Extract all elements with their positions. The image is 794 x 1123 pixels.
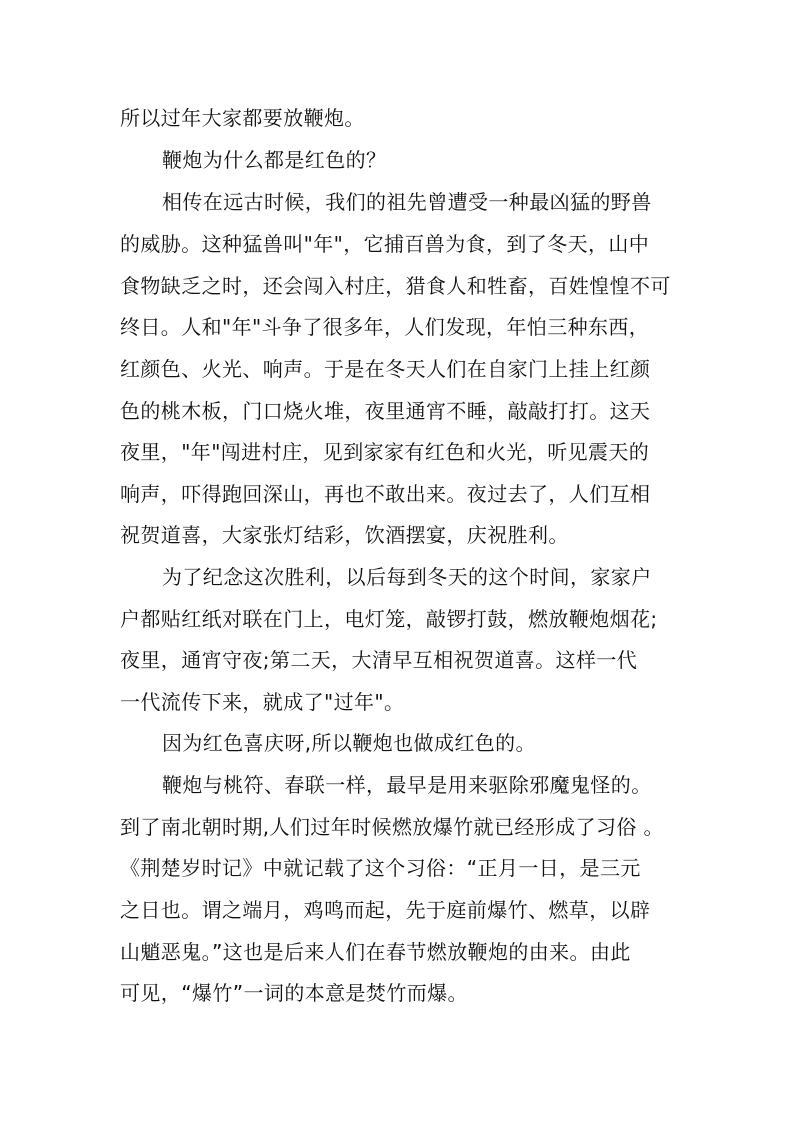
text-line-8: 色的桃木板，门口烧火堆，夜里通宵不睡，敲敲打打。这天 [120,399,651,423]
text-line-22: 可见，“爆竹”一词的本意是焚竹而爆。 [120,981,468,1005]
text-line-19: 《荆楚岁时记》中就记载了这个习俗：“正月一日，是三元 [120,856,641,880]
text-line-16: 因为红色喜庆呀,所以鞭炮也做成红色的。 [162,731,536,755]
text-line-18: 到了南北朝时期,人们过年时候燃放爆竹就已经形成了习俗 。 [120,815,664,839]
text-line-13: 户都贴红纸对联在门上，电灯笼，敲锣打鼓，燃放鞭炮烟花; [120,607,658,631]
text-line-9: 夜里，"年"闯进村庄，见到家家有红色和火光，听见震天的 [120,440,650,464]
text-line-2: 鞭炮为什么都是红色的？ [162,148,387,172]
text-line-3: 相传在远古时候，我们的祖先曾遭受一种最凶猛的野兽 [162,190,652,214]
text-line-7: 红颜色、火光、响声。于是在冬天人们在自家门上挂上红颜 [120,357,651,381]
text-line-21: 山魈恶鬼。”这也是后来人们在春节燃放鞭炮的由来。由此 [120,940,631,964]
text-line-11: 祝贺道喜，大家张灯结彩，饮酒摆宴，庆祝胜利。 [120,523,569,547]
text-line-4: 的威胁。这种猛兽叫"年"，它捕百兽为食，到了冬天，山中 [120,232,650,256]
text-line-10: 响声，吓得跑回深山，再也不敢出来。夜过去了，人们互相 [120,482,651,506]
text-line-15: 一代流传下来，就成了"过年"。 [120,690,405,714]
text-line-20: 之日也。谓之端月，鸡鸣而起，先于庭前爆竹、燃草，以辟 [120,898,651,922]
text-line-17: 鞭炮与桃符、春联一样，最早是用来驱除邪魔鬼怪的。 [162,773,652,797]
text-line-14: 夜里，通宵守夜;第二天，大清早互相祝贺道喜。这样一代 [120,648,638,672]
text-line-1: 所以过年大家都要放鞭炮。 [120,106,365,130]
text-line-5: 食物缺乏之时，还会闯入村庄，猎食人和牲畜，百姓惶惶不可 [120,274,671,298]
text-line-6: 终日。人和"年"斗争了很多年，人们发现，年怕三种东西， [120,315,650,339]
text-line-12: 为了纪念这次胜利，以后每到冬天的这个时间，家家户 [162,565,652,589]
